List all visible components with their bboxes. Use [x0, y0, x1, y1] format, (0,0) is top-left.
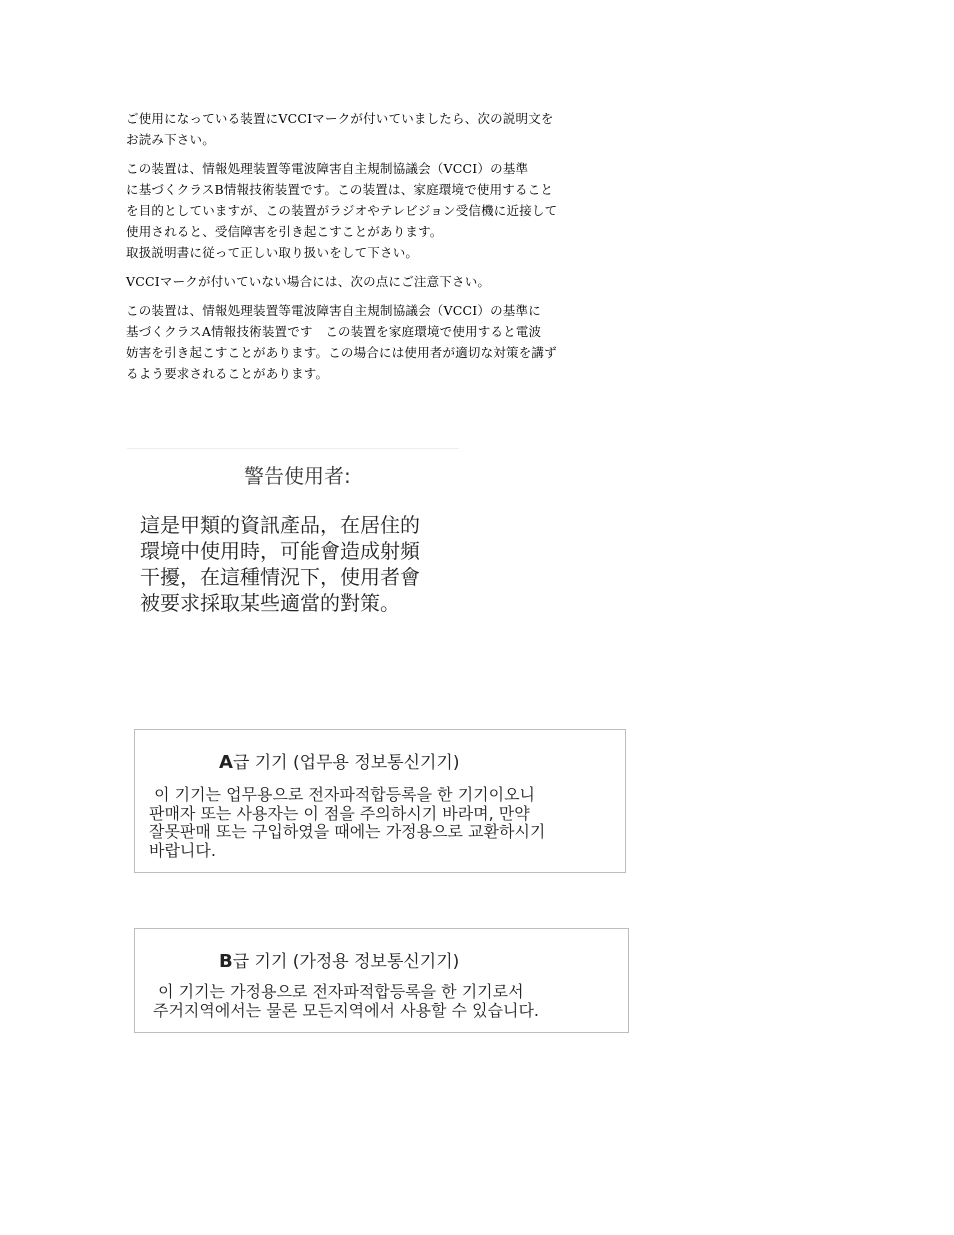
- tw-line: 被要求採取某些適當的對策。: [140, 591, 400, 615]
- korea-class-a-body: [149, 786, 545, 860]
- jp-line: るよう要求されることがあります。: [126, 366, 329, 381]
- jp-line: 取扱説明書に従って正しい取り扱いをして下さい。: [126, 245, 419, 260]
- korea-class-b-box: [134, 928, 629, 1033]
- jp-line: お読み下さい。: [126, 132, 215, 147]
- class-letter: B: [219, 951, 233, 972]
- jp-line: VCCIマークが付いていない場合には、次の点にご注意下さい。: [126, 274, 491, 289]
- tw-line: 干擾，在這種情況下，使用者會: [140, 565, 420, 589]
- tw-line: 環境中使用時，可能會造成射頻: [140, 539, 420, 563]
- jp-line: 妨害を引き起こすことがあります。この場合には使用者が適切な対策を講ず: [126, 345, 557, 360]
- japan-vcci-notice: [126, 108, 606, 392]
- ko-line: 주거지역에서는 물론 모든지역에서 사용할 수 있습니다.: [153, 1000, 540, 1020]
- korea-class-a-box: [134, 729, 626, 873]
- jp-paragraph-1: [126, 108, 606, 150]
- jp-line: に基づくクラスB情報技術装置です。この装置は、家庭環境で使用すること: [126, 182, 554, 197]
- jp-line: を目的としていますが、この装置がラジオやテレビジョン受信機に近接して: [126, 203, 558, 218]
- jp-paragraph-4: [126, 300, 606, 384]
- jp-paragraph-2: [126, 158, 606, 263]
- jp-line: 使用されると、受信障害を引き起こすことがあります。: [126, 224, 443, 239]
- ko-line: 바랍니다.: [149, 840, 216, 860]
- title-text: 급 기기 (가정용 정보통신기기): [232, 952, 460, 972]
- korea-class-b-body: [153, 983, 539, 1020]
- jp-line: この装置は、情報処理装置等電波障害自主規制協議会（VCCI）の基準に: [126, 303, 541, 318]
- korea-class-a-title: [219, 748, 459, 773]
- jp-paragraph-3: [126, 271, 606, 292]
- jp-line: この装置は、情報処理装置等電波障害自主規制協議会（VCCI）の基準: [126, 161, 529, 176]
- ko-line: 잘못판매 또는 구입하였을 때에는 가정용으로 교환하시기: [149, 822, 546, 841]
- ko-line: 판매자 또는 사용자는 이 점을 주의하시기 바라며, 만약: [149, 803, 530, 823]
- tw-line: 這是甲類的資訊產品，在居住的: [140, 513, 420, 537]
- jp-line: ご使用になっている装置にVCCIマークが付いていましたら、次の説明文を: [126, 111, 554, 126]
- class-letter: A: [219, 752, 233, 773]
- ko-line: 이 기기는 업무용으로 전자파적합등록을 한 기기이오니: [149, 785, 536, 804]
- ko-line: 이 기기는 가정용으로 전자파적합등록을 한 기기로서: [153, 982, 524, 1001]
- title-text: 급 기기 (업무용 정보통신기기): [232, 753, 460, 773]
- korea-class-b-title: [219, 947, 459, 972]
- jp-line: 基づくクラスA情報技術装置です この装置を家庭環境で使用すると電波: [126, 324, 542, 339]
- taiwan-warning-title: 警告使用者:: [244, 464, 351, 488]
- taiwan-divider: [127, 448, 459, 449]
- taiwan-warning-body: [140, 512, 420, 616]
